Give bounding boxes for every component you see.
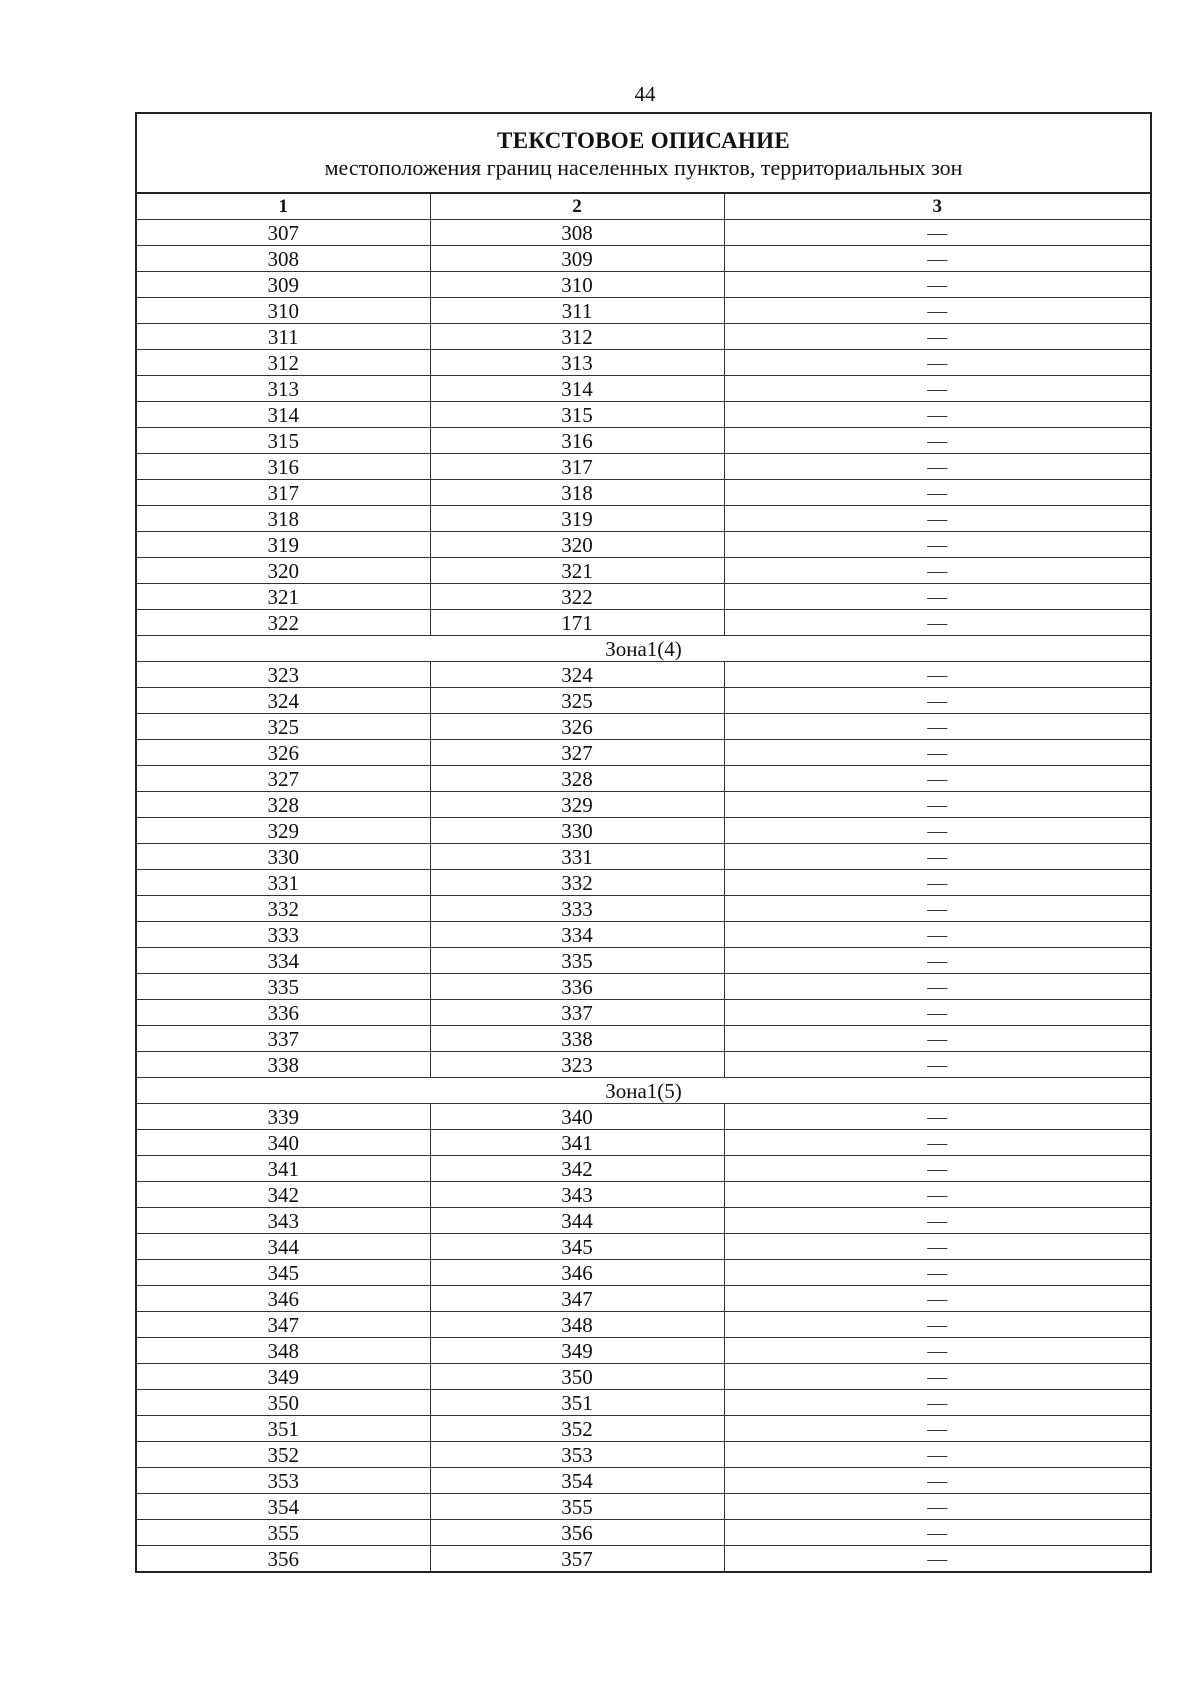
point-from-cell: 329: [136, 818, 430, 844]
table-row: [136, 506, 1151, 532]
point-to-cell: 328: [430, 766, 724, 792]
table-row: [136, 610, 1151, 636]
description-cell: —: [724, 1494, 1151, 1520]
column-header-3: 3: [724, 193, 1151, 220]
description-cell: —: [724, 740, 1151, 766]
point-from-cell: 307: [136, 220, 430, 246]
description-cell: —: [724, 532, 1151, 558]
point-from-cell: 356: [136, 1546, 430, 1573]
description-cell: —: [724, 688, 1151, 714]
point-from-cell: 342: [136, 1182, 430, 1208]
description-cell: —: [724, 480, 1151, 506]
point-from-cell: 309: [136, 272, 430, 298]
point-to-cell: 338: [430, 1026, 724, 1052]
point-to-cell: 323: [430, 1052, 724, 1078]
point-to-cell: 324: [430, 662, 724, 688]
point-from-cell: 324: [136, 688, 430, 714]
point-from-cell: 322: [136, 610, 430, 636]
point-to-cell: 341: [430, 1130, 724, 1156]
table-row: [136, 298, 1151, 324]
table-row: [136, 1546, 1151, 1573]
table-row: [136, 272, 1151, 298]
point-to-cell: 321: [430, 558, 724, 584]
table-row: [136, 1234, 1151, 1260]
description-cell: —: [724, 454, 1151, 480]
point-from-cell: 325: [136, 714, 430, 740]
point-from-cell: 345: [136, 1260, 430, 1286]
point-to-cell: 327: [430, 740, 724, 766]
table-row: [136, 714, 1151, 740]
point-to-cell: 347: [430, 1286, 724, 1312]
description-cell: —: [724, 1364, 1151, 1390]
point-from-cell: 348: [136, 1338, 430, 1364]
table-row: [136, 532, 1151, 558]
section-label: Зона1(5): [136, 1078, 1151, 1104]
point-to-cell: 355: [430, 1494, 724, 1520]
point-to-cell: 322: [430, 584, 724, 610]
description-cell: —: [724, 766, 1151, 792]
point-to-cell: 346: [430, 1260, 724, 1286]
point-to-cell: 336: [430, 974, 724, 1000]
boundary-description-table: [135, 112, 1152, 1573]
point-to-cell: 337: [430, 1000, 724, 1026]
point-to-cell: 333: [430, 896, 724, 922]
point-to-cell: 318: [430, 480, 724, 506]
point-from-cell: 326: [136, 740, 430, 766]
point-from-cell: 355: [136, 1520, 430, 1546]
description-cell: —: [724, 324, 1151, 350]
point-to-cell: 171: [430, 610, 724, 636]
description-cell: —: [724, 1208, 1151, 1234]
point-from-cell: 332: [136, 896, 430, 922]
description-cell: —: [724, 428, 1151, 454]
description-cell: —: [724, 1468, 1151, 1494]
column-header-1: 1: [136, 193, 430, 220]
point-from-cell: 321: [136, 584, 430, 610]
table-row: [136, 454, 1151, 480]
table-row: [136, 1286, 1151, 1312]
table-row: [136, 1208, 1151, 1234]
column-header-2: 2: [430, 193, 724, 220]
table-row: [136, 324, 1151, 350]
description-cell: —: [724, 376, 1151, 402]
point-from-cell: 339: [136, 1104, 430, 1130]
table-row: [136, 376, 1151, 402]
table-row: [136, 870, 1151, 896]
table-row: [136, 1130, 1151, 1156]
table-subtitle: местоположения границ населенных пунктов, территориальных зон: [324, 155, 963, 180]
description-cell: —: [724, 818, 1151, 844]
description-cell: —: [724, 662, 1151, 688]
description-cell: —: [724, 1416, 1151, 1442]
point-to-cell: 330: [430, 818, 724, 844]
table-title-row: [136, 113, 1151, 193]
description-cell: —: [724, 1130, 1151, 1156]
point-from-cell: 316: [136, 454, 430, 480]
point-from-cell: 333: [136, 922, 430, 948]
table-row: [136, 1260, 1151, 1286]
point-from-cell: 352: [136, 1442, 430, 1468]
section-label: Зона1(4): [136, 636, 1151, 662]
table-row: [136, 428, 1151, 454]
point-to-cell: 350: [430, 1364, 724, 1390]
point-from-cell: 318: [136, 506, 430, 532]
table-row: [136, 974, 1151, 1000]
section-row: [136, 1078, 1151, 1104]
description-cell: —: [724, 272, 1151, 298]
table-row: [136, 662, 1151, 688]
point-to-cell: 315: [430, 402, 724, 428]
point-from-cell: 341: [136, 1156, 430, 1182]
point-from-cell: 312: [136, 350, 430, 376]
point-from-cell: 338: [136, 1052, 430, 1078]
table-row: [136, 350, 1151, 376]
point-from-cell: 344: [136, 1234, 430, 1260]
description-cell: —: [724, 1338, 1151, 1364]
description-cell: —: [724, 1156, 1151, 1182]
description-cell: —: [724, 1052, 1151, 1078]
description-cell: —: [724, 714, 1151, 740]
point-to-cell: 320: [430, 532, 724, 558]
point-to-cell: 312: [430, 324, 724, 350]
table-row: [136, 1104, 1151, 1130]
table-row: [136, 584, 1151, 610]
point-to-cell: 309: [430, 246, 724, 272]
table-row: [136, 948, 1151, 974]
point-to-cell: 357: [430, 1546, 724, 1573]
point-to-cell: 348: [430, 1312, 724, 1338]
page-number: 44: [634, 82, 656, 106]
table-row: [136, 818, 1151, 844]
table-row: [136, 1390, 1151, 1416]
table-row: [136, 688, 1151, 714]
point-from-cell: 317: [136, 480, 430, 506]
description-cell: —: [724, 792, 1151, 818]
description-cell: —: [724, 350, 1151, 376]
description-cell: —: [724, 1312, 1151, 1338]
point-to-cell: 331: [430, 844, 724, 870]
point-from-cell: 335: [136, 974, 430, 1000]
point-to-cell: 313: [430, 350, 724, 376]
table-row: [136, 1442, 1151, 1468]
description-cell: —: [724, 1390, 1151, 1416]
point-to-cell: 317: [430, 454, 724, 480]
point-from-cell: 354: [136, 1494, 430, 1520]
point-from-cell: 343: [136, 1208, 430, 1234]
description-cell: —: [724, 246, 1151, 272]
table-row: [136, 1338, 1151, 1364]
point-from-cell: 328: [136, 792, 430, 818]
description-cell: —: [724, 1260, 1151, 1286]
description-cell: —: [724, 610, 1151, 636]
point-to-cell: 353: [430, 1442, 724, 1468]
table-row: [136, 1026, 1151, 1052]
table-row: [136, 1000, 1151, 1026]
description-cell: —: [724, 1520, 1151, 1546]
table-row: [136, 896, 1151, 922]
table-title-cell: [136, 113, 1151, 193]
table-row: [136, 402, 1151, 428]
table-row: [136, 766, 1151, 792]
description-cell: —: [724, 1182, 1151, 1208]
point-to-cell: 352: [430, 1416, 724, 1442]
point-to-cell: 329: [430, 792, 724, 818]
table-row: [136, 558, 1151, 584]
point-from-cell: 308: [136, 246, 430, 272]
point-from-cell: 349: [136, 1364, 430, 1390]
point-to-cell: 349: [430, 1338, 724, 1364]
point-from-cell: 330: [136, 844, 430, 870]
table-row: [136, 1182, 1151, 1208]
table-row: [136, 792, 1151, 818]
point-from-cell: 336: [136, 1000, 430, 1026]
point-from-cell: 311: [136, 324, 430, 350]
description-cell: —: [724, 896, 1151, 922]
point-from-cell: 346: [136, 1286, 430, 1312]
table-row: [136, 1416, 1151, 1442]
description-cell: —: [724, 402, 1151, 428]
table-row: [136, 1052, 1151, 1078]
description-cell: —: [724, 948, 1151, 974]
point-to-cell: 316: [430, 428, 724, 454]
description-cell: —: [724, 870, 1151, 896]
description-cell: —: [724, 1104, 1151, 1130]
table-row: [136, 1364, 1151, 1390]
point-to-cell: 343: [430, 1182, 724, 1208]
table-row: [136, 246, 1151, 272]
point-to-cell: 356: [430, 1520, 724, 1546]
description-cell: —: [724, 558, 1151, 584]
point-to-cell: 345: [430, 1234, 724, 1260]
point-from-cell: 337: [136, 1026, 430, 1052]
table-row: [136, 1312, 1151, 1338]
description-cell: —: [724, 844, 1151, 870]
description-cell: —: [724, 1234, 1151, 1260]
table-title: ТЕКСТОВОЕ ОПИСАНИЕ: [497, 128, 790, 153]
table-row: [136, 844, 1151, 870]
point-to-cell: 344: [430, 1208, 724, 1234]
point-to-cell: 326: [430, 714, 724, 740]
point-to-cell: 332: [430, 870, 724, 896]
point-from-cell: 334: [136, 948, 430, 974]
table-row: [136, 1156, 1151, 1182]
point-to-cell: 335: [430, 948, 724, 974]
table-row: [136, 1468, 1151, 1494]
point-from-cell: 353: [136, 1468, 430, 1494]
point-from-cell: 319: [136, 532, 430, 558]
description-cell: —: [724, 922, 1151, 948]
section-row: [136, 636, 1151, 662]
table-row: [136, 740, 1151, 766]
description-cell: —: [724, 1026, 1151, 1052]
table-row: [136, 220, 1151, 246]
description-cell: —: [724, 1442, 1151, 1468]
table-row: [136, 922, 1151, 948]
point-to-cell: 319: [430, 506, 724, 532]
point-from-cell: 350: [136, 1390, 430, 1416]
point-from-cell: 323: [136, 662, 430, 688]
description-cell: —: [724, 220, 1151, 246]
point-to-cell: 310: [430, 272, 724, 298]
point-from-cell: 351: [136, 1416, 430, 1442]
point-from-cell: 327: [136, 766, 430, 792]
point-to-cell: 311: [430, 298, 724, 324]
table-row: [136, 480, 1151, 506]
point-from-cell: 347: [136, 1312, 430, 1338]
table-row: [136, 1494, 1151, 1520]
description-cell: —: [724, 1000, 1151, 1026]
point-from-cell: 310: [136, 298, 430, 324]
description-cell: —: [724, 974, 1151, 1000]
point-to-cell: 354: [430, 1468, 724, 1494]
point-from-cell: 313: [136, 376, 430, 402]
point-to-cell: 342: [430, 1156, 724, 1182]
description-cell: —: [724, 1546, 1151, 1573]
table-row: [136, 1520, 1151, 1546]
point-from-cell: 315: [136, 428, 430, 454]
point-from-cell: 314: [136, 402, 430, 428]
point-from-cell: 331: [136, 870, 430, 896]
point-from-cell: 340: [136, 1130, 430, 1156]
point-to-cell: 340: [430, 1104, 724, 1130]
point-to-cell: 334: [430, 922, 724, 948]
description-cell: —: [724, 1286, 1151, 1312]
point-to-cell: 325: [430, 688, 724, 714]
description-cell: —: [724, 506, 1151, 532]
point-to-cell: 308: [430, 220, 724, 246]
description-cell: —: [724, 584, 1151, 610]
point-to-cell: 351: [430, 1390, 724, 1416]
table-body: [136, 113, 1151, 1572]
column-header-row: [136, 193, 1151, 220]
point-from-cell: 320: [136, 558, 430, 584]
point-to-cell: 314: [430, 376, 724, 402]
description-cell: —: [724, 298, 1151, 324]
